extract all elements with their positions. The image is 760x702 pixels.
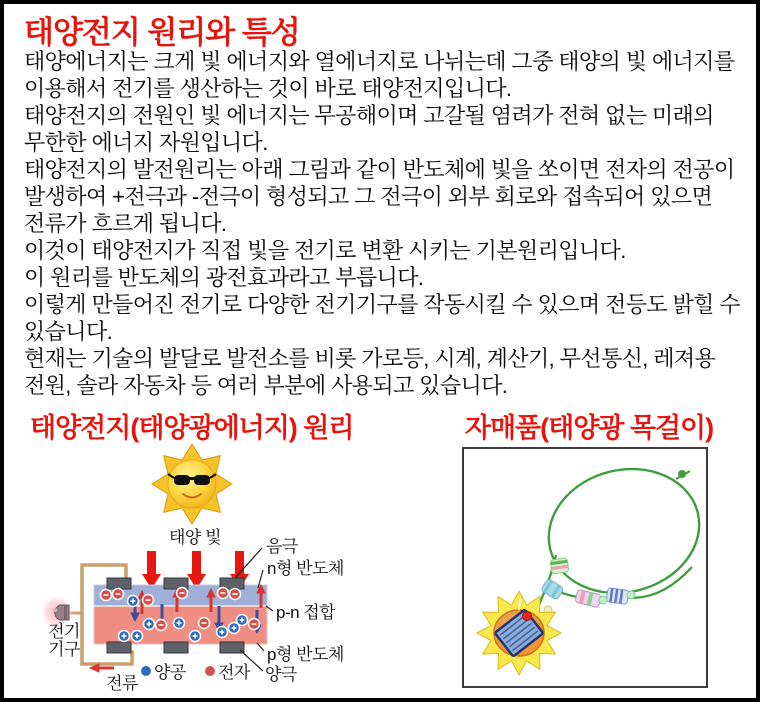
device-label-line1: 전기	[48, 622, 80, 641]
right-section-heading: 자매품(태양광 목걸이)	[464, 413, 714, 443]
left-section-heading: 태양전지(태양광에너지) 원리	[30, 413, 354, 443]
body-line: 있습니다.	[24, 319, 113, 344]
page-title: 태양전지 원리와 특성	[24, 15, 300, 50]
led-bead	[523, 612, 532, 621]
body-line: 전류가 흐르게 됩니다.	[24, 211, 227, 236]
body-line: 태양전지의 발전원리는 아래 그림과 같이 반도체에 빛을 쏘이면 전자의 전공이	[24, 157, 735, 182]
solar-cell-principle-diagram	[14, 444, 414, 702]
electron-legend-label: 전자	[218, 663, 250, 682]
device-label-line2: 기구	[48, 640, 80, 659]
hole-legend-label: 양공	[154, 663, 186, 682]
body-line: 이용해서 전기를 생산하는 것이 바로 태양전지입니다.	[24, 76, 512, 101]
neg-electrode-label: 음극	[266, 537, 298, 556]
body-line: 태양전지의 전원인 빛 에너지는 무공해이며 고갈될 염려가 전혀 없는 미래의	[24, 103, 714, 128]
solar-necklace-image	[464, 449, 706, 686]
body-line: 이것이 태양전지가 직접 빛을 전기로 변환 시키는 기본원리입니다.	[24, 238, 626, 263]
pn-junction-label: p-n 접합	[276, 603, 336, 622]
sunlight-label: 태양 빛	[169, 528, 221, 547]
cord-knot	[676, 470, 690, 479]
legend	[141, 662, 251, 682]
p-type-label: p형 반도체	[267, 645, 344, 664]
hole-legend-dot	[141, 666, 151, 676]
electron-legend-dot	[205, 666, 215, 676]
body-line: 현재는 기술의 발달로 발전소를 비롯 가로등, 시계, 계산기, 무선통신, 레져용	[24, 346, 716, 371]
body-line: 이렇게 만들어진 전기로 다양한 전기기구를 작동시킬 수 있으며 전등도 밝힐 수	[24, 292, 740, 317]
body-line: 태양에너지는 크게 빛 에너지와 열에너지로 나뉘는데 그중 태양의 빛 에너지를	[24, 49, 735, 74]
body-text	[24, 48, 752, 399]
sun-icon	[152, 444, 232, 524]
necklace-photo-frame	[462, 447, 708, 688]
pos-electrode-label: 양극	[265, 665, 297, 684]
sun-pendant	[477, 591, 561, 675]
body-line: 이 원리를 반도체의 광전효과라고 부릅니다.	[24, 265, 424, 290]
body-line: 발생하여 +전극과 -전극이 형성되고 그 전극이 외부 회로와 접속되어 있으면	[24, 184, 713, 209]
body-line: 전원, 솔라 자동차 등 여러 부분에 사용되고 있습니다.	[24, 373, 508, 398]
current-label: 전류	[106, 674, 138, 693]
n-type-label: n형 반도체	[267, 559, 344, 578]
body-line: 무한한 에너지 자원입니다.	[24, 130, 268, 155]
